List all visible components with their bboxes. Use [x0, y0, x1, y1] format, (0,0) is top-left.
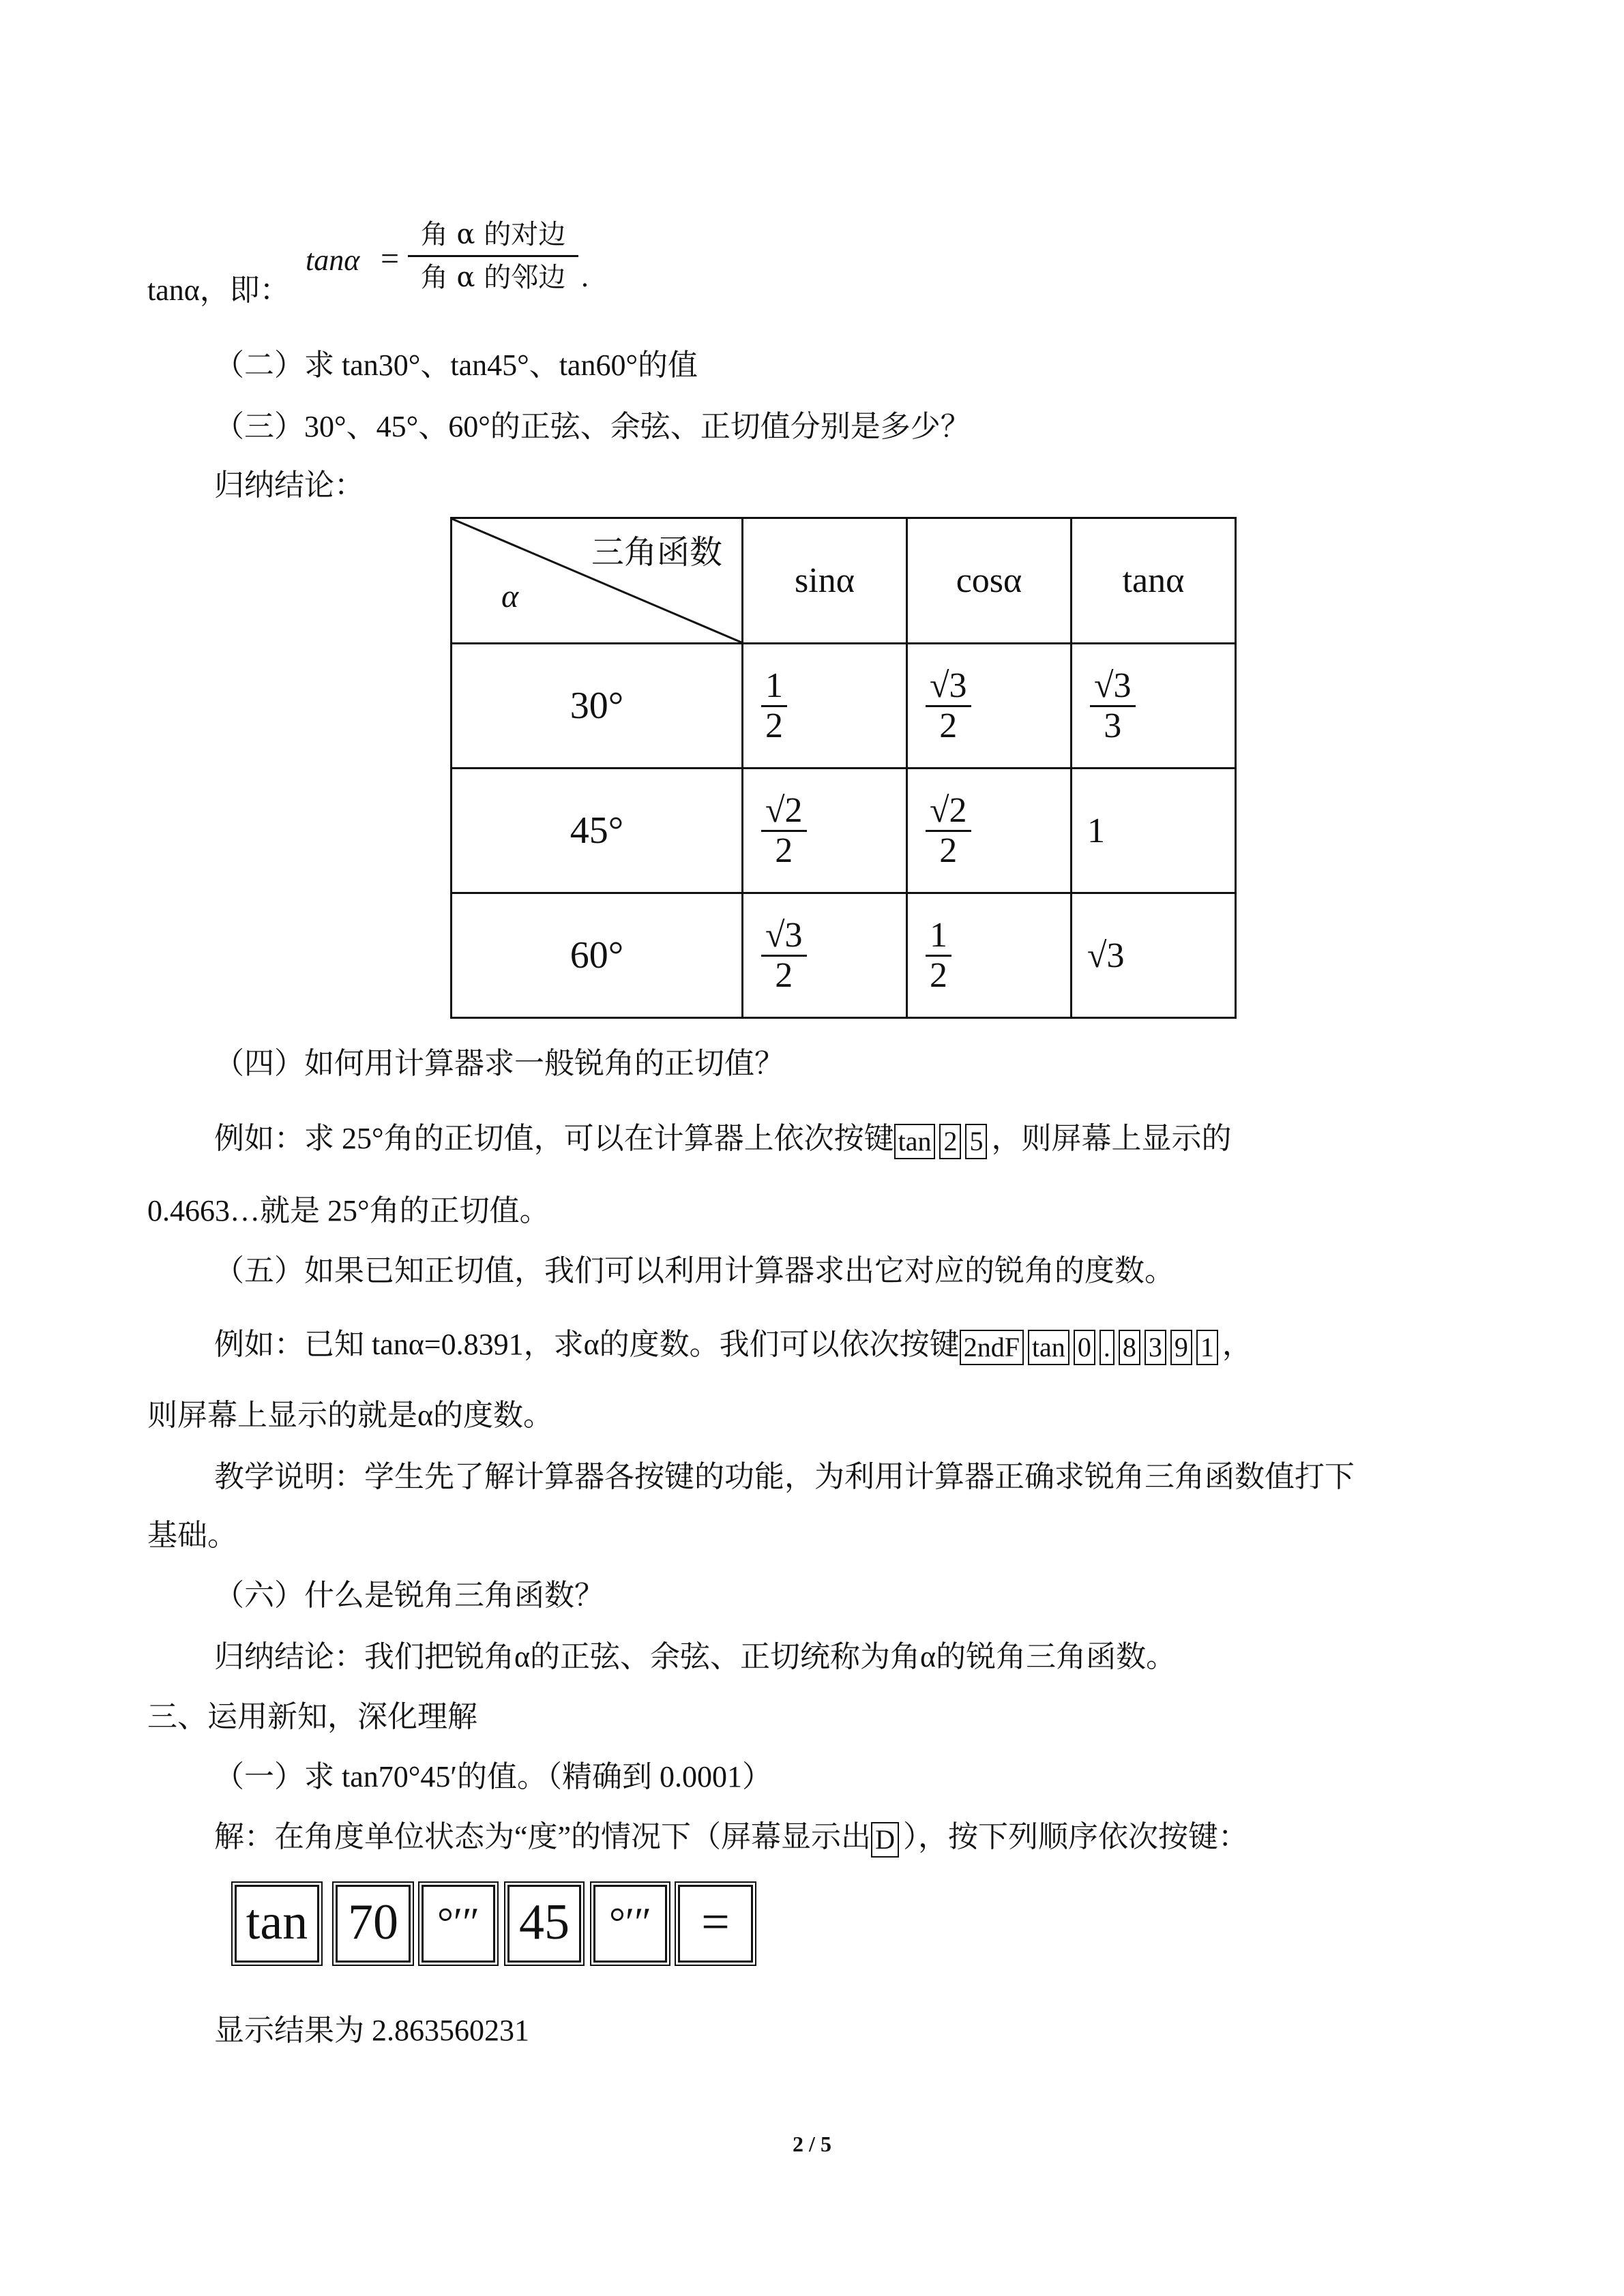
example-1-line2: 0.4663…就是 25°角的正切值。: [147, 1194, 550, 1227]
cell-sin-30: [743, 644, 907, 769]
cell-tan-30: [1072, 644, 1236, 769]
formula-denominator: 角 α 的邻边: [420, 262, 566, 293]
cell-cos-45: [907, 769, 1072, 893]
row-angle: 30°: [452, 644, 743, 769]
column-header-tan: tanα: [1072, 518, 1236, 644]
formula-lhs: tanα: [306, 243, 360, 277]
key-1: 1: [1196, 1330, 1218, 1365]
fraction: [926, 792, 971, 870]
row-angle: 60°: [452, 893, 743, 1018]
fraction: [761, 792, 807, 870]
bigkey-dms: °′″: [422, 1885, 495, 1963]
key-tan: tan: [1028, 1330, 1069, 1365]
trig-value-table: [450, 517, 1237, 1019]
key-5: 5: [965, 1124, 987, 1159]
section-3-heading: 三、运用新知，深化理解: [147, 1700, 477, 1733]
denominator: 2: [765, 706, 783, 745]
teaching-note-line1: 教学说明：学生先了解计算器各按键的功能，为利用计算器正确求锐角三角函数值打下: [214, 1460, 1355, 1493]
conclusion: 归纳结论：我们把锐角α的正弦、余弦、正切统称为角α的锐角三角函数。: [214, 1640, 1177, 1673]
fraction: [926, 667, 971, 745]
key-2: 2: [939, 1124, 961, 1159]
denominator: 2: [939, 706, 958, 745]
formula-numerator: 角 α 的对边: [420, 219, 566, 250]
summary-label: 归纳结论：: [214, 468, 364, 502]
numerator: 1: [930, 915, 947, 955]
fraction-bar: [408, 255, 578, 257]
example-2-after: ，: [1222, 1328, 1252, 1361]
cell-tan-60: √3: [1072, 893, 1236, 1018]
fraction: [926, 916, 951, 995]
question-2: （二）求 tan30°、tan45°、tan60°的值: [214, 348, 698, 382]
denominator: 2: [939, 831, 958, 870]
example-1: [214, 1118, 1231, 1159]
key-8: 8: [1119, 1330, 1140, 1365]
denominator: 2: [775, 955, 793, 995]
column-header-cos: cosα: [907, 518, 1072, 644]
cell-sin-60: [743, 893, 907, 1018]
fraction: [761, 916, 807, 995]
teaching-note-line2: 基础。: [147, 1519, 237, 1552]
numerator: √3: [930, 666, 967, 705]
fraction: [1090, 667, 1136, 745]
question-6: （六）什么是锐角三角函数？: [214, 1579, 604, 1612]
bigkey-70: 70: [336, 1885, 411, 1963]
cell-tan-45: 1: [1072, 769, 1236, 893]
table-row: [452, 644, 1236, 769]
numerator: √3: [1094, 666, 1132, 705]
section-3-question-1: （一）求 tan70°45′的值。（精确到 0.0001）: [214, 1760, 772, 1793]
bigkey-tan: tan: [235, 1885, 319, 1963]
solution-text: 解：在角度单位状态为“度”的情况下（屏幕显示出: [214, 1820, 872, 1853]
bigkey-equals: =: [678, 1885, 753, 1963]
fraction: [761, 667, 787, 745]
example-1-after: ，则屏幕上显示的: [991, 1122, 1232, 1155]
corner-header-angle: α: [501, 578, 519, 614]
key-2ndf: 2ndF: [960, 1330, 1024, 1365]
page-number: 2 / 5: [793, 2132, 831, 2156]
question-5: （五）如果已知正切值，我们可以利用计算器求出它对应的锐角的度数。: [214, 1254, 1175, 1287]
cell-cos-30: [907, 644, 1072, 769]
numerator: √3: [765, 915, 803, 955]
formula-equals: =: [381, 241, 400, 277]
table-corner-cell: [452, 518, 743, 644]
denominator: 3: [1104, 706, 1122, 745]
example-2-text: 例如：已知 tanα=0.8391，求α的度数。我们可以依次按键: [214, 1328, 960, 1361]
formula-period: .: [581, 260, 589, 293]
bigkey-dms: °′″: [593, 1885, 667, 1963]
numerator: 1: [765, 666, 783, 705]
example-2-line2: 则屏幕上显示的就是α的度数。: [147, 1399, 554, 1432]
denominator: 2: [775, 831, 793, 870]
key-dot: .: [1099, 1330, 1114, 1365]
numerator: √2: [930, 790, 967, 830]
table-header-row: [452, 518, 1236, 644]
intro-prefix: tanα，即：: [147, 273, 290, 307]
table-row: [452, 769, 1236, 893]
question-4: （四）如何用计算器求一般锐角的正切值？: [214, 1047, 784, 1080]
cell-cos-60: [907, 893, 1072, 1018]
key-3: 3: [1145, 1330, 1166, 1365]
key-9: 9: [1170, 1330, 1192, 1365]
row-angle: 45°: [452, 769, 743, 893]
column-header-sin: sinα: [743, 518, 907, 644]
cell-sin-45: [743, 769, 907, 893]
numerator: √2: [765, 790, 803, 830]
result-line: 显示结果为 2.863560231: [214, 2014, 529, 2047]
example-1-text: 例如：求 25°角的正切值，可以在计算器上依次按键: [214, 1122, 894, 1155]
formula-fraction: [408, 217, 578, 295]
question-3: （三）30°、45°、60°的正弦、余弦、正切值分别是多少？: [214, 410, 971, 443]
denominator: 2: [930, 955, 947, 995]
key-d: D: [871, 1822, 899, 1858]
solution-line: [214, 1817, 1248, 1858]
solution-after: ），按下列顺序依次按键：: [902, 1820, 1248, 1853]
key-0: 0: [1074, 1330, 1095, 1365]
table-row: [452, 893, 1236, 1018]
key-tan: tan: [894, 1124, 936, 1159]
corner-header-function: 三角函数: [591, 533, 722, 571]
bigkey-45: 45: [507, 1885, 581, 1963]
example-2: [214, 1324, 1252, 1365]
